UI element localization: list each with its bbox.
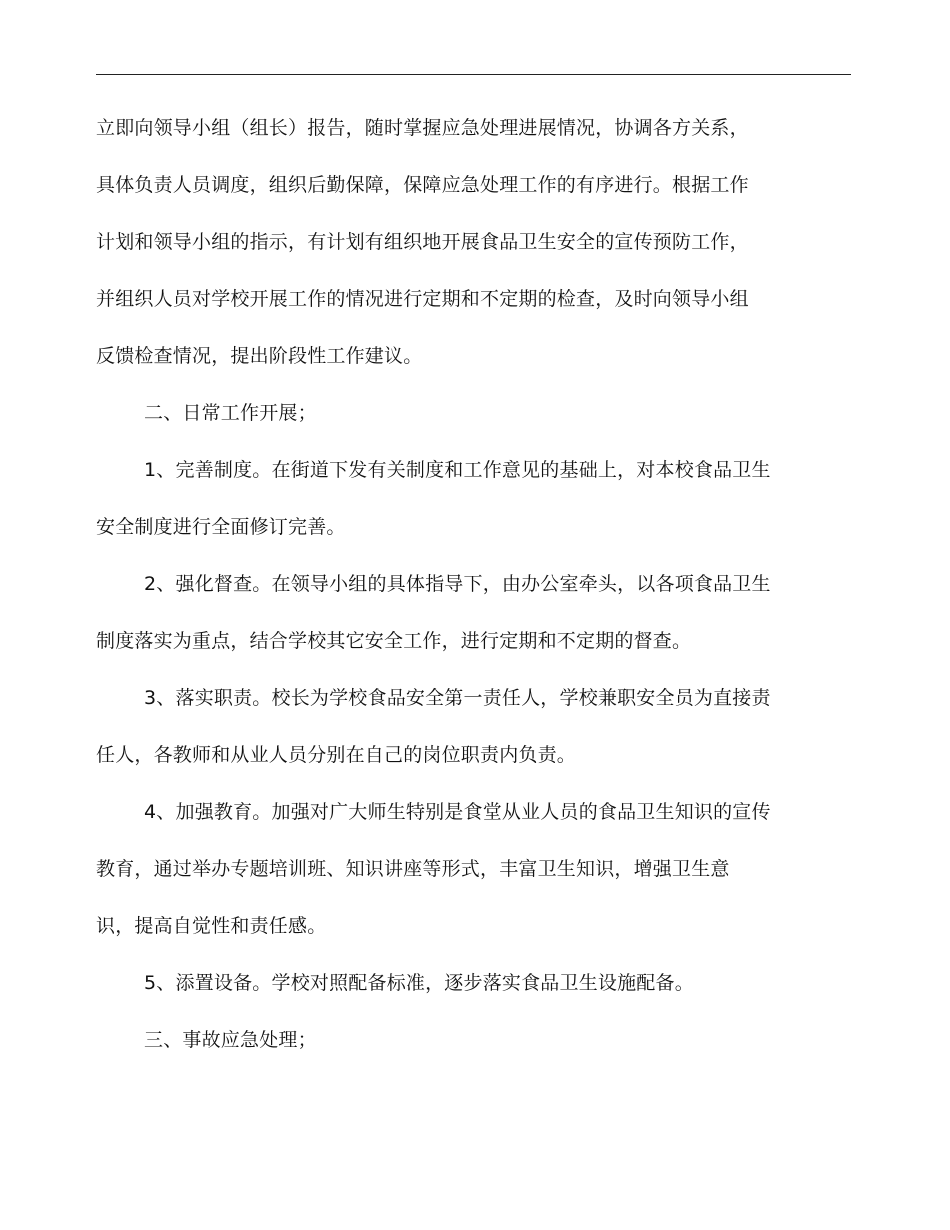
text-line: 教育，通过举办专题培训班、知识讲座等形式，丰富卫生知识，增强卫生意 (96, 858, 730, 880)
text-line: 安全制度进行全面修订完善。 (96, 516, 346, 538)
text-line: 5、添置设备。学校对照配备标准，逐步落实食品卫生设施配备。 (144, 972, 694, 994)
text-line: 2、强化督查。在领导小组的具体指导下，由办公室牵头，以各项食品卫生 (144, 573, 771, 595)
text-line: 反馈检查情况，提出阶段性工作建议。 (96, 345, 423, 367)
text-line: 并组织人员对学校开展工作的情况进行定期和不定期的检查，及时向领导小组 (96, 288, 749, 310)
text-line: 4、加强教育。加强对广大师生特别是食堂从业人员的食品卫生知识的宣传 (144, 801, 771, 823)
text-line: 具体负责人员调度，组织后勤保障，保障应急处理工作的有序进行。根据工作 (96, 174, 749, 196)
text-line: 制度落实为重点，结合学校其它安全工作，进行定期和不定期的督查。 (96, 630, 692, 652)
section-heading: 三、事故应急处理； (144, 1029, 317, 1051)
text-line: 识，提高自觉性和责任感。 (96, 915, 327, 937)
section-heading: 二、日常工作开展； (144, 402, 317, 424)
text-line: 3、落实职责。校长为学校食品安全第一责任人，学校兼职安全员为直接责 (144, 687, 771, 709)
text-line: 立即向领导小组（组长）报告，随时掌握应急处理进展情况，协调各方关系， (96, 117, 749, 139)
body-text (96, 100, 856, 1069)
header-rule (96, 74, 851, 75)
text-line: 任人，各教师和从业人员分别在自己的岗位职责内负责。 (96, 744, 577, 766)
text-line: 计划和领导小组的指示，有计划有组织地开展食品卫生安全的宣传预防工作， (96, 231, 749, 253)
text-line: 1、完善制度。在街道下发有关制度和工作意见的基础上，对本校食品卫生 (144, 459, 771, 481)
